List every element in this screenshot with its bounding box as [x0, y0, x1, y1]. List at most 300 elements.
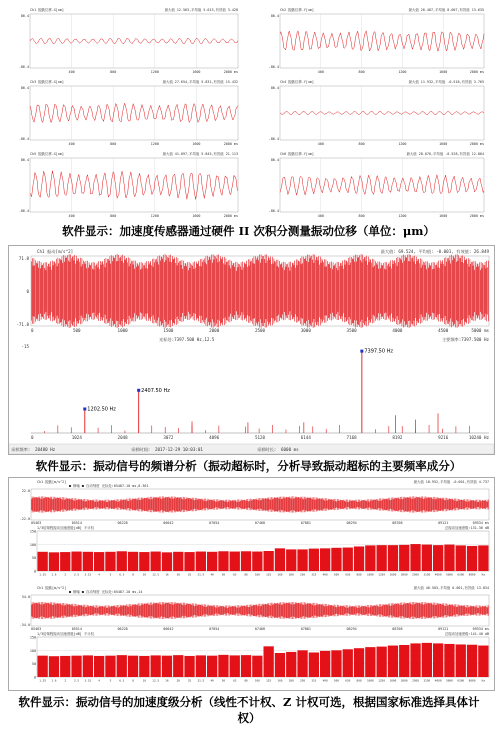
level-bar: [241, 551, 251, 571]
x-tick-label: 400: [68, 214, 75, 218]
x-tick-label: 2000 ms: [223, 142, 238, 146]
spectrum-x-tick: 5120: [254, 435, 266, 440]
x-tick-label: 07468: [254, 627, 266, 631]
x-tick-label: 2000: [209, 328, 220, 333]
freq-tick-label: 12.5: [152, 572, 160, 577]
level-bar: [105, 656, 115, 677]
freq-tick-label: 1.25: [39, 572, 47, 577]
x-tick-label: 1200: [398, 70, 407, 74]
spectrum-x-tick: 0: [31, 435, 34, 440]
level-bar: [252, 552, 262, 571]
channel-stats: 最大值 27.654,平均值 5.831,有效值 15.432: [162, 80, 238, 84]
bar-y-label: 100: [29, 648, 36, 653]
level-bar: [433, 643, 443, 677]
level-bar: [478, 646, 488, 677]
level-bar: [218, 655, 228, 677]
spectrum-x-tick: 9216: [438, 435, 449, 440]
level-bar: [94, 552, 104, 571]
spectrum-x-tick: 7168: [346, 435, 357, 440]
spectrum-x-tick: 8192: [392, 435, 403, 440]
freq-tick-label: 20: [176, 678, 180, 683]
footer-label: 采样频率:: [11, 447, 31, 452]
freq-tick-label: 80: [244, 678, 248, 683]
freq-tick-label: 50: [221, 678, 226, 683]
x-tick-label: 05463: [31, 627, 42, 631]
freq-tick-label: 8000: [468, 572, 476, 577]
level-bar: [388, 545, 398, 571]
level-bar: [128, 656, 138, 677]
x-tick-label: 06228: [117, 627, 128, 631]
bar-title: 1/3倍频程振动加速度级[dB] 不计权: [37, 526, 95, 530]
peak-label: 7397.50 Hz: [364, 348, 394, 355]
y-min-label: -54.0: [19, 623, 30, 627]
level-bar: [49, 552, 59, 571]
x-tick-label: 800: [358, 70, 365, 74]
freq-tick-label: 160: [277, 678, 283, 683]
level-bar: [422, 545, 432, 571]
x-tick-label: 1600: [192, 142, 201, 146]
x-tick-label: 3000: [300, 328, 311, 333]
freq-tick-label: 8000: [468, 678, 476, 683]
bar-y-label: 0: [33, 675, 36, 680]
channel-stats: 最大值 11.932,平均值 -0.518,有效值 3.765: [408, 80, 484, 84]
freq-tick-label: 40: [210, 572, 214, 577]
displacement-charts: [8, 4, 492, 222]
level-bar: [331, 650, 341, 677]
freq-tick-label: 50: [221, 572, 226, 577]
freq-tick-label: 5000: [446, 678, 453, 683]
x-tick-label: 05514: [71, 521, 82, 525]
footer-value: 2017-12-29 10:03:01: [155, 447, 203, 452]
caption-level: 软件显示：振动信号的加速度级分析（线性不计权、Z 计权可选，根据国家标准选择具体计权）: [18, 695, 480, 725]
x-tick-label: 08708: [392, 627, 403, 631]
level-bar: [309, 652, 319, 677]
y-max-label: 86.4: [20, 158, 29, 162]
y-min-label: -22.0: [19, 517, 30, 521]
freq-tick-label: Hz: [481, 678, 486, 683]
peak-marker: [137, 389, 140, 392]
channel-stats: 最大值 12.563,平均值 5.013,有效值 3.428: [164, 8, 238, 12]
freq-tick-label: 20: [176, 572, 180, 577]
freq-tick-label: Hz: [481, 572, 486, 577]
level-bar: [422, 643, 432, 677]
channel-title: Ch6 振動位移-Y[um]: [280, 152, 314, 156]
x-tick-label: 1200: [398, 214, 407, 218]
x-tick-label: 0: [31, 328, 34, 333]
x-tick-label: 1200: [150, 214, 159, 218]
freq-tick-label: 16: [165, 572, 169, 577]
level-bar: [343, 548, 353, 571]
level-bar: [241, 655, 251, 677]
freq-tick-label: 12.5: [152, 678, 160, 683]
x-tick-label: 500: [73, 328, 81, 333]
time-stats: 最大值: 69.524, 平均值: -0.001, 有效值: 26.849: [380, 249, 489, 254]
freq-tick-label: 1.6: [51, 572, 57, 577]
level-bar: [207, 552, 217, 571]
displacement-grid: [8, 4, 492, 222]
freq-tick-label: 40: [210, 678, 214, 683]
channel-stats: 最大值 41.097,平均值 5.845,有效值 21.113: [162, 152, 238, 156]
x-tick-label: 1600: [439, 70, 448, 74]
x-tick-label: 1600: [439, 142, 448, 146]
level-bar: [275, 548, 285, 571]
level-bar: [71, 656, 81, 677]
caption-displacement: 软件显示：加速度传感器通过硬件 II 次积分测量振动位移（单位：μm）: [62, 224, 435, 238]
level-bar: [38, 656, 48, 677]
spectrum-x-tick: 3072: [163, 435, 174, 440]
y-mid-label: 0: [26, 289, 29, 294]
freq-tick-label: 400: [322, 572, 328, 577]
peak-marker: [83, 407, 86, 410]
y-max-label: 86.4: [270, 158, 279, 162]
freq-tick-label: 800: [356, 572, 362, 577]
freq-tick-label: 200: [288, 678, 294, 683]
freq-tick-label: 6300: [457, 572, 465, 577]
peak-marker: [360, 350, 363, 353]
spectrum-x-tick: 6144: [300, 435, 311, 440]
freq-tick-label: 8: [132, 572, 134, 577]
x-tick-label: 1000: [117, 328, 128, 333]
level-bar: [377, 647, 387, 677]
freq-tick-label: 500: [333, 572, 339, 577]
spectrum-x-tick: 1024: [71, 435, 82, 440]
channel-title: Ch3 振動位移-X[um]: [30, 80, 64, 84]
level-bar: [117, 551, 127, 571]
x-tick-label: 800: [110, 214, 117, 218]
y-max-label: 86.4: [270, 86, 279, 90]
x-tick-label: 07468: [254, 521, 266, 525]
panel-title: Ch1 振動[m/s^2]: [37, 480, 67, 484]
level-bar: [388, 646, 398, 677]
level-bar: [139, 656, 149, 677]
level-bar: [309, 549, 319, 571]
level-bar: [60, 656, 70, 677]
freq-tick-label: 1600: [389, 572, 397, 577]
level-bar: [38, 552, 48, 571]
wave-frame: [31, 595, 489, 626]
level-bar: [162, 656, 172, 677]
freq-tick-label: 3150: [423, 572, 431, 577]
freq-tick-label: 4000: [434, 678, 442, 683]
freq-tick-label: 125: [266, 678, 272, 683]
cursor-info: 光标处:7397.500 Hz,12.5: [159, 337, 215, 342]
x-tick-label: 1600: [439, 214, 448, 218]
caption-spectrum: 软件显示：振动信号的频谱分析（振动超标时，分析导致振动超标的主要频率成分）: [35, 459, 462, 473]
y-max-label: 86.4: [20, 14, 29, 18]
level-bar: [467, 546, 477, 571]
x-tick-label: 2000 ms: [469, 70, 484, 74]
peak-label: 1202.50 Hz: [87, 406, 116, 413]
freq-tick-label: 100: [254, 678, 260, 683]
plot-frame: [280, 158, 484, 212]
level-bar: [377, 545, 387, 571]
bar-y-label: 0: [33, 569, 36, 574]
bar-title: 1/3倍频程振动加速度级[dB] 不计权: [37, 632, 95, 636]
level-bar: [184, 552, 194, 571]
level-bar: [71, 552, 81, 571]
y-min-label: -86.4: [18, 209, 29, 213]
x-tick-label: 08294: [346, 521, 357, 525]
level-bar: [184, 656, 194, 677]
level-bar: [331, 548, 341, 571]
freq-tick-label: 4: [98, 572, 100, 577]
x-tick-label: 07881: [300, 521, 311, 525]
bar-frame: [37, 637, 489, 677]
panel-stats: 最大值 46.503,平均值 0.001,有效值 13.834: [413, 586, 489, 590]
x-tick-label: 1600: [192, 70, 201, 74]
x-tick-label: 05463: [31, 521, 42, 525]
x-tick-label: 1500: [163, 328, 174, 333]
level-bar: [297, 549, 307, 571]
level-bar: [162, 552, 172, 571]
x-tick-label: 05514: [71, 627, 82, 631]
freq-tick-label: 31.5: [197, 572, 205, 577]
y-min-label: -86.4: [268, 209, 279, 213]
x-tick-label: 1200: [398, 142, 407, 146]
level-bar: [218, 551, 228, 571]
x-tick-label: 3500: [346, 328, 357, 333]
spectrum-y-label: -15: [21, 344, 29, 349]
level-bar: [343, 649, 353, 677]
time-title: Ch1 振动[m/s^2]: [37, 249, 74, 254]
freq-tick-label: 1250: [378, 678, 386, 683]
freq-tick-label: 2: [64, 678, 67, 683]
level-bar: [117, 655, 127, 677]
freq-tick-label: 80: [244, 572, 248, 577]
y-min-label: -71.8: [16, 322, 29, 327]
freq-tick-label: 25: [187, 572, 192, 577]
freq-tick-label: 3.15: [84, 572, 92, 577]
freq-tick-label: 10: [142, 678, 147, 683]
x-tick-label: 800: [358, 142, 365, 146]
level-bar: [49, 656, 59, 677]
level-bar: [444, 644, 454, 677]
freq-tick-label: 1250: [378, 572, 386, 577]
level-bar: [196, 552, 206, 571]
level-bar: [286, 549, 296, 571]
bar-total: 总振动加速度级:141.40 dB: [444, 632, 489, 636]
x-tick-label: 4000: [392, 328, 403, 333]
level-bar: [365, 545, 375, 571]
x-tick-label: 07054: [209, 627, 220, 631]
freq-tick-label: 6300: [457, 678, 465, 683]
level-bar: [320, 548, 330, 571]
freq-tick-label: 630: [345, 572, 351, 577]
level-bar: [230, 655, 240, 677]
wave-frame: [31, 489, 489, 520]
level-bar: [286, 652, 296, 677]
freq-tick-label: 800: [356, 678, 362, 683]
plot-frame: [30, 86, 238, 140]
level-bar: [94, 656, 104, 677]
freq-tick-label: 500: [333, 678, 339, 683]
y-max-label: 71.8: [18, 256, 29, 261]
x-tick-label: 2000 ms: [223, 214, 238, 218]
spectrum-x-tick: 4096: [209, 435, 220, 440]
x-tick-label: 07054: [209, 521, 220, 525]
level-bar: [275, 653, 285, 677]
level-bar: [264, 646, 274, 677]
level-window: [8, 477, 495, 691]
x-tick-label: 400: [68, 142, 75, 146]
x-tick-label: 800: [358, 214, 365, 218]
level-bar: [467, 645, 477, 677]
level-bar: [320, 651, 330, 677]
y-max-label: 22.0: [21, 489, 30, 493]
freq-tick-label: 2500: [412, 572, 419, 577]
level-bar: [264, 551, 274, 571]
freq-tick-label: 2500: [412, 678, 419, 683]
x-tick-label: 09534 ms: [472, 521, 489, 525]
x-tick-label: 1600: [192, 214, 201, 218]
channel-stats: 最大值 28.076,平均值 -0.528,有效值 12.864: [406, 152, 484, 156]
level-bar: [83, 655, 93, 677]
freq-tick-label: 400: [322, 678, 328, 683]
bar-total: 总振动加速度级:131.36 dB: [444, 526, 489, 530]
freq-tick-label: 1000: [366, 678, 374, 683]
level-bar: [151, 552, 161, 571]
x-tick-label: 06642: [163, 521, 174, 525]
level-bar: [139, 552, 149, 571]
x-tick-label: 06228: [117, 521, 128, 525]
freq-tick-label: 1.6: [51, 678, 57, 683]
level-bar: [354, 648, 364, 677]
freq-tick-label: 16: [165, 678, 169, 683]
level-bar: [230, 552, 240, 571]
spectrum-x-tick: 2048: [117, 435, 128, 440]
freq-tick-label: 315: [311, 572, 317, 577]
freq-tick-label: 6.3: [119, 572, 125, 577]
bar-y-label: 150: [29, 529, 36, 534]
freq-tick-label: 2.5: [74, 678, 80, 683]
freq-tick-label: 125: [266, 572, 272, 577]
level-bar: [433, 545, 443, 571]
y-max-label: 86.4: [270, 14, 279, 18]
y-max-label: 86.4: [20, 86, 29, 90]
freq-tick-label: 315: [311, 678, 317, 683]
level-bar: [410, 643, 420, 677]
level-bar: [196, 655, 206, 677]
x-tick-label: 09534 ms: [472, 627, 489, 631]
bar-y-label: 150: [29, 635, 36, 640]
x-tick-label: 4500: [438, 328, 449, 333]
freq-tick-label: 2: [64, 572, 67, 577]
status-footer: [9, 444, 494, 454]
x-tick-label: 400: [317, 70, 324, 74]
level-bar: [252, 656, 262, 677]
x-tick-label: 1200: [150, 142, 159, 146]
spectrum-charts: [9, 246, 494, 454]
freq-tick-label: 630: [345, 678, 351, 683]
freq-tick-label: 63: [233, 572, 237, 577]
y-min-label: -86.4: [268, 137, 279, 141]
freq-tick-label: 2000: [400, 572, 408, 577]
x-tick-label: 08294: [346, 627, 357, 631]
freq-tick-label: 5: [109, 678, 112, 683]
freq-tick-label: 2000: [400, 678, 408, 683]
level-bar: [410, 544, 420, 571]
freq-tick-label: 3150: [423, 678, 431, 683]
panel-title: Ch1 振動[m/s^2]: [37, 586, 67, 590]
x-tick-label: 06642: [163, 627, 174, 631]
channel-title: Ch2 振動位移-Y[um]: [280, 8, 314, 12]
x-tick-label: 1200: [150, 70, 159, 74]
level-bar: [128, 552, 138, 571]
level-bar: [456, 545, 466, 571]
channel-title: Ch4 振動位移-Y[um]: [280, 80, 314, 84]
bar-y-label: 50: [31, 556, 36, 561]
level-bar: [83, 552, 93, 571]
level-bar: [399, 545, 409, 571]
footer-value: 6000 ms: [281, 447, 299, 452]
level-bar: [456, 644, 466, 677]
freq-tick-label: 4000: [434, 572, 442, 577]
freq-tick-label: 31.5: [197, 678, 205, 683]
freq-tick-label: 200: [288, 572, 294, 577]
freq-tick-label: 4: [98, 678, 100, 683]
y-min-label: -86.4: [18, 65, 29, 69]
x-tick-label: 08708: [392, 521, 403, 525]
freq-tick-label: 1000: [366, 572, 374, 577]
freq-tick-label: 5: [109, 572, 112, 577]
x-tick-label: 09121: [438, 627, 449, 631]
freq-tick-label: 63: [233, 678, 237, 683]
level-bar: [105, 552, 115, 571]
freq-tick-label: 1600: [389, 678, 397, 683]
level-bar: [207, 656, 217, 677]
x-tick-label: 2000 ms: [223, 70, 238, 74]
level-bar: [297, 650, 307, 677]
freq-tick-label: 100: [254, 572, 260, 577]
level-bar: [478, 545, 488, 571]
bar-frame: [37, 531, 489, 571]
freq-tick-label: 1.25: [39, 678, 47, 683]
footer-label: 采样时间:: [131, 447, 151, 452]
x-tick-label: 800: [110, 142, 117, 146]
spectrum-x-tick: 10240 Hz: [468, 435, 489, 440]
bar-y-label: 50: [31, 662, 36, 667]
freq-tick-label: 6.3: [119, 678, 125, 683]
freq-tick-label: 2.5: [74, 572, 80, 577]
spectrum-window: [8, 245, 495, 455]
x-tick-label: 400: [317, 142, 324, 146]
freq-tick-label: 8: [132, 678, 134, 683]
level-charts: [9, 478, 494, 690]
channel-title: Ch5 振動位移-X[um]: [30, 152, 64, 156]
panel-stats: 最大值 18.952,平均值 -0.001,有效值 4.737: [413, 480, 489, 484]
level-bar: [399, 645, 409, 677]
freq-tick-label: 25: [187, 678, 192, 683]
y-max-label: 54.0: [21, 595, 30, 599]
level-bar: [60, 552, 70, 571]
channel-title: Ch1 振動位移-X[um]: [30, 8, 64, 12]
level-bar: [365, 647, 375, 677]
x-tick-label: 2000 ms: [469, 214, 484, 218]
freq-tick-label: 250: [300, 572, 306, 577]
panel-toolbar: ■ 横轴 ■ 自动刻度 光标处:05487.10 ms,0.361: [69, 484, 149, 488]
footer-label: 采样时长:: [257, 447, 277, 452]
plot-frame: [280, 14, 484, 68]
level-bar: [444, 545, 454, 571]
panel-toolbar: ■ 横轴 ■ 自动刻度 光标处:05487.10 ms,14: [69, 590, 143, 594]
x-tick-label: 09121: [438, 521, 449, 525]
x-tick-label: 07881: [300, 627, 311, 631]
bar-y-label: 100: [29, 542, 36, 547]
x-tick-label: 2500: [254, 328, 266, 333]
x-tick-label: 400: [68, 70, 75, 74]
level-bar: [173, 655, 183, 677]
x-tick-label: 2000 ms: [469, 142, 484, 146]
